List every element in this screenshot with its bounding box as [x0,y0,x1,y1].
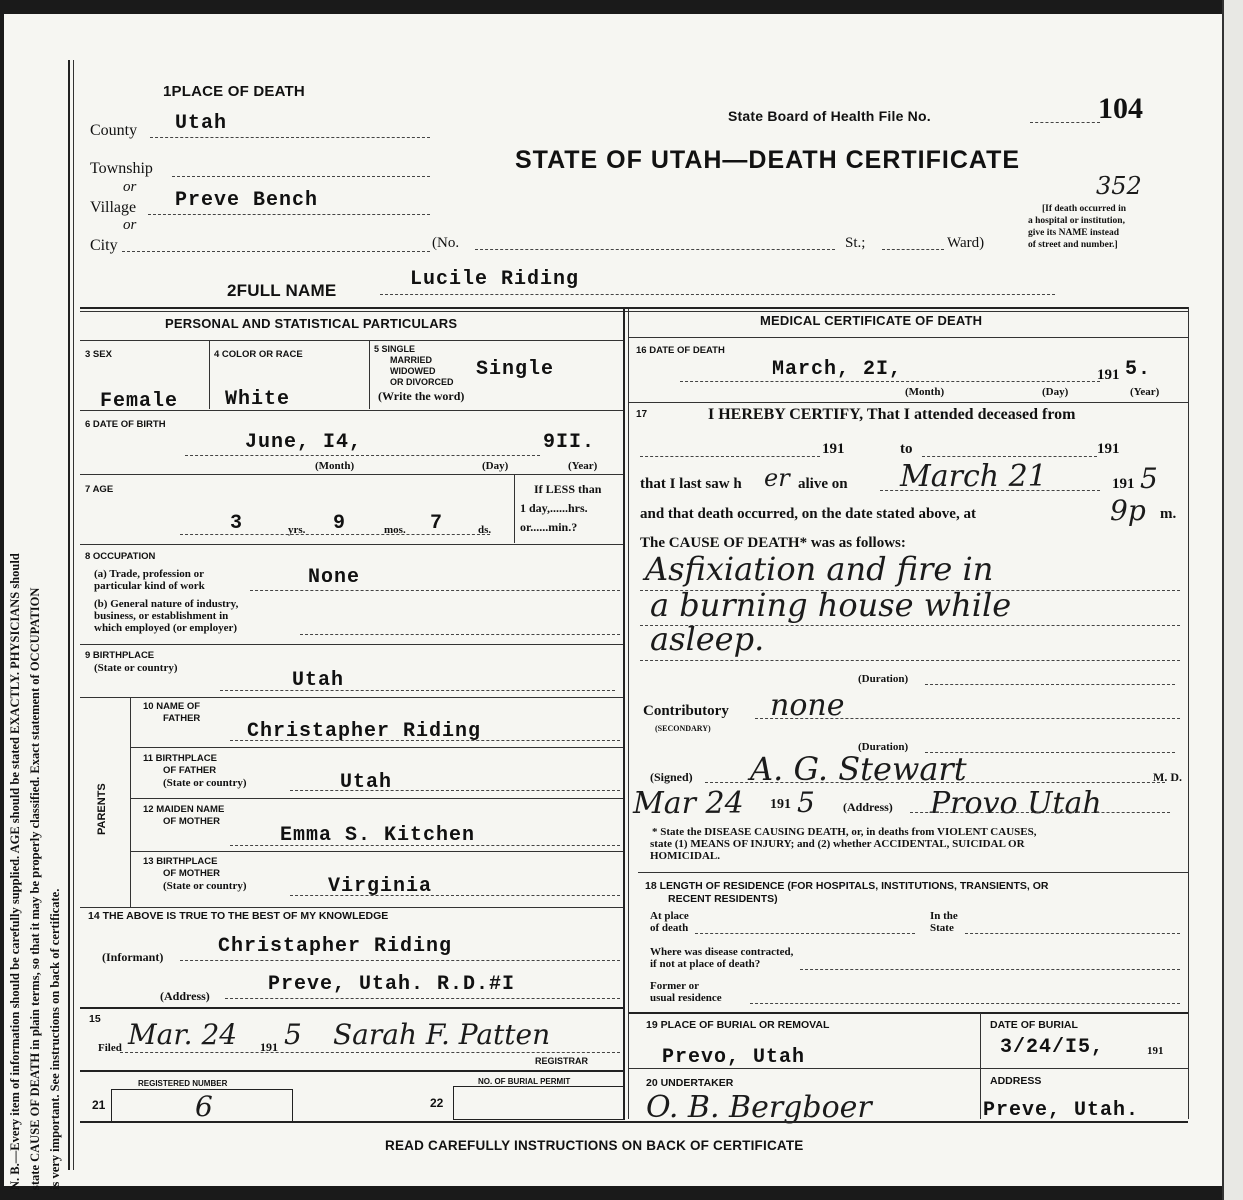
marital-label-1: 5 SINGLE [374,344,416,354]
mother-line [230,845,620,846]
filed-date: Mar. 24 [128,1018,238,1051]
above-true-label: 14 THE ABOVE IS TRUE TO THE BEST OF MY KNOWLEDGE [88,910,389,922]
filed-year: 5 [284,1018,302,1051]
hospital-note-3: give its NAME instead [1028,228,1120,238]
rule-undertaker [629,1068,1188,1069]
duration-label-2: (Duration) [858,741,909,753]
filed-line [120,1052,620,1053]
md-label: M. D. [1153,770,1182,784]
rule-numbers [80,1070,623,1072]
rule-v1 [209,341,210,409]
duration-label-1: (Duration) [858,673,909,685]
side-note-line-3: is very important. See instructions on back of certificate. [48,888,62,1190]
contributory-label: Contributory [643,703,729,719]
mother-birthplace-label-2: OF MOTHER [163,868,220,879]
birthplace-label: 9 BIRTHPLACE [85,650,155,661]
burial-date-label: DATE OF BURIAL [990,1019,1078,1031]
informant-address-value: Preve, Utah. R.D.#I [268,973,516,996]
left-border [68,60,70,1170]
death-occurred-text: and that death occurred, on the date stated above, at [640,506,976,522]
mother-birthplace-line [290,895,620,896]
full-name-label: 2FULL NAME [227,281,337,300]
rule-filed [80,1007,623,1009]
dod-year-caption: (Year) [1130,386,1160,398]
range-from-line [640,456,820,457]
contracted-label-2: if not at place of death? [650,958,761,970]
age-months: 9 [333,512,347,535]
marital-label-4: OR DIVORCED [390,377,454,387]
last-saw-pronoun: er [764,464,790,492]
cause-rule-3 [640,660,1180,661]
dod-value: March, 2I, [772,358,903,381]
occupation-a-1: (a) Trade, profession or [94,568,204,580]
less-than-3: or......min.? [520,520,578,534]
last-saw-line [880,490,1100,491]
county-line [150,137,430,138]
former-label-2: usual residence [650,992,722,1004]
dob-year-caption: (Year) [568,460,598,472]
marital-value: Single [476,358,555,381]
secondary-label: (SECONDARY) [655,724,711,733]
age-yrs-caption: yrs. [288,524,306,536]
burial-date-value: 3/24/I5, [1000,1036,1105,1059]
street-line [475,249,835,250]
rule-v2 [369,341,370,409]
dod-191: 191 [1097,367,1120,383]
or-label-2: or [123,217,137,233]
mother-birthplace-label-1: 13 BIRTHPLACE [143,856,218,867]
rule-age [80,474,623,475]
last-saw-year: 5 [1140,462,1158,495]
rule-v-burial [980,1013,981,1119]
residence-label-2: RECENT RESIDENTS) [668,893,778,905]
informant-label: (Informant) [102,950,164,964]
medical-heading: MEDICAL CERTIFICATE OF DEATH [760,313,983,328]
cause-label: The CAUSE OF DEATH* was as follows: [640,535,906,551]
informant-address-label: (Address) [160,989,210,1003]
color-value: White [225,388,291,411]
at-place-line [695,933,915,934]
mother-birthplace-value: Virginia [328,875,433,898]
father-label-2: FATHER [163,713,201,724]
registrar-label: REGISTRAR [535,1056,589,1066]
last-saw-text-1: that I last saw h [640,476,742,492]
county-label: County [90,122,138,139]
undertaker-address-label: ADDRESS [990,1075,1042,1087]
dod-line [680,381,1100,382]
undertaker-signature: O. B. Bergboer [646,1090,872,1125]
dod-month-caption: (Month) [905,386,945,398]
age-days: 7 [430,512,444,535]
contributory-value: none [770,688,845,723]
section-top-rule-2 [80,311,1188,312]
full-name-value: Lucile Riding [410,268,580,291]
in-state-line [965,933,1180,934]
side-note-line-1: N. B.—Every item of information should be carefully supplied. AGE should be stated EXACTLY. PHYSICIANS should [8,553,22,1190]
rule-dod [629,337,1188,338]
rule-knowledge [80,907,623,908]
registrar-signature: Sarah F. Patten [333,1018,551,1051]
signed-address-value: Provo Utah [930,786,1102,821]
father-line [230,740,620,741]
last-saw-date: March 21 [900,459,1047,494]
center-divider-2 [628,309,629,1119]
birthplace-sub: (State or country) [94,662,178,674]
rule-fbirth [131,747,623,748]
registered-number-label: REGISTERED NUMBER [138,1079,228,1088]
father-birthplace-label-2: OF FATHER [163,765,217,776]
rule-v-less [514,475,515,543]
signed-year: 5 [797,786,815,819]
father-birthplace-label-3: (State or country) [163,777,247,789]
occupation-a-line [250,590,620,591]
village-label: Village [90,199,137,216]
occupation-b-3: which employed (or employer) [94,622,238,634]
section-bottom-rule [80,1121,1188,1123]
mother-birthplace-label-3: (State or country) [163,880,247,892]
less-than-1: If LESS than [534,482,602,496]
footnote-1: * State the DISEASE CAUSING DEATH, or, in deaths from VIOLENT CAUSES, [652,826,1037,838]
city-no-label: (No. [432,235,460,251]
father-birthplace-line [290,790,620,791]
occupation-b-line [300,634,620,635]
section-top-rule [80,307,1188,309]
county-value: Utah [175,112,228,135]
township-label: Township [90,160,153,177]
range-to-line [922,456,1097,457]
burial-permit-box [453,1086,625,1120]
signed-address-label: (Address) [843,800,893,814]
birthplace-value: Utah [292,669,345,692]
parents-divider [130,698,131,908]
dod-day-caption: (Day) [1042,386,1069,398]
informant-address-line [225,998,620,999]
contracted-line [800,969,1180,970]
range-191-b: 191 [1097,441,1120,457]
former-label-1: Former or [650,980,699,992]
cause-line-2: a burning house while [650,586,1012,624]
age-ds-caption: ds. [478,524,492,536]
rule-mbirth [131,851,623,852]
range-191-a: 191 [822,441,845,457]
birthplace-line [220,690,615,691]
full-name-line [380,294,1055,295]
hospital-note-2: a hospital or institution, [1028,216,1125,226]
file-no-handwritten: 352 [1096,172,1142,200]
rule-burial [629,1012,1188,1014]
file-no-value: 104 [1098,92,1143,125]
dod-year: 5. [1125,358,1152,381]
dob-value: June, I4, [245,431,363,454]
rule-dob [80,410,623,411]
death-time-m: m. [1160,506,1177,522]
ward-label: Ward) [947,235,985,251]
hospital-note-1: [If death occurred in [1042,204,1126,214]
left-border-inner [73,60,74,1170]
signed-value: A. G. Stewart [750,750,967,788]
street-label: St.; [845,235,866,251]
certificate-title: STATE OF UTAH—DEATH CERTIFICATE [515,146,1021,174]
township-line [172,176,430,177]
occupation-b-1: (b) General nature of industry, [94,598,239,610]
dob-line [185,455,540,456]
father-value: Christapher Riding [247,720,482,743]
duration-line-1 [925,684,1175,685]
dob-year: 9II. [543,431,596,454]
certify-text: I HEREBY CERTIFY, That I attended deceased from [708,406,1076,423]
signed-date: Mar 24 [633,786,744,821]
age-label: 7 AGE [85,484,114,495]
informant-value: Christapher Riding [218,935,453,958]
item-17: 17 [636,409,648,420]
occupation-label: 8 OCCUPATION [85,551,156,562]
rule-birthplace [80,644,623,645]
ward-line [882,249,944,250]
cause-line-1: Asfixiation and fire in [645,550,994,588]
in-state-label-1: In the [930,910,958,922]
cause-line-3: asleep. [650,620,765,658]
city-label: City [90,237,118,254]
rule-mother [131,798,623,799]
contributory-line [755,718,1180,719]
filed-label: Filed [98,1042,122,1054]
age-years: 3 [230,512,244,535]
death-time: 9p [1110,494,1146,527]
number-21: 21 [92,1098,106,1112]
color-label: 4 COLOR OR RACE [214,349,303,360]
at-place-label-2: of death [650,922,689,934]
former-line [750,1003,1180,1004]
at-place-label-1: At place [650,910,689,922]
informant-line [180,960,620,961]
city-line [122,251,430,252]
rule-residence [638,872,1188,873]
mother-label-2: OF MOTHER [163,816,220,827]
village-line [148,214,430,215]
less-than-2: 1 day,......hrs. [520,501,588,515]
dob-month-caption: (Month) [315,460,355,472]
marital-label-3: WIDOWED [390,366,436,376]
right-border [1188,307,1189,1119]
undertaker-label: 20 UNDERTAKER [646,1077,734,1089]
rule-occupation [80,544,623,545]
signed-address-line [910,812,1170,813]
dob-day-caption: (Day) [482,460,509,472]
father-birthplace-label-1: 11 BIRTHPLACE [143,753,217,764]
father-birthplace-value: Utah [340,771,393,794]
or-label-1: or [123,179,137,195]
rule-certify [629,402,1188,403]
signed-label: (Signed) [650,770,693,784]
mother-value: Emma S. Kitchen [280,824,476,847]
dob-label: 6 DATE OF BIRTH [85,419,166,430]
father-label-1: 10 NAME OF [143,701,201,712]
filed-191: 191 [260,1040,278,1054]
file-no-label: State Board of Health File No. [728,108,931,124]
burial-value: Prevo, Utah [662,1046,806,1069]
in-state-label-2: State [930,922,954,934]
sex-value: Female [100,390,179,413]
range-to: to [900,441,913,457]
personal-heading: PERSONAL AND STATISTICAL PARTICULARS [165,316,458,331]
contracted-label-1: Where was disease contracted, [650,946,794,958]
age-mos-caption: mos. [384,524,406,536]
age-line [180,534,490,535]
hospital-note-4: of street and number.] [1028,240,1118,250]
burial-date-191: 191 [1147,1045,1164,1057]
read-carefully-footer: READ CAREFULLY INSTRUCTIONS ON BACK OF CERTIFICATE [385,1138,804,1153]
footnote-2: state (1) MEANS OF INJURY; and (2) whether ACCIDENTAL, SUICIDAL OR [650,838,1025,850]
last-saw-191: 191 [1112,476,1135,492]
sex-label: 3 SEX [85,349,112,360]
signed-191: 191 [770,797,791,812]
undertaker-address-value: Preve, Utah. [983,1099,1140,1122]
center-divider [623,309,625,1119]
village-value: Preve Bench [175,189,319,212]
number-22: 22 [430,1096,444,1110]
marital-label-2: MARRIED [390,355,432,365]
last-saw-text-2: alive on [798,476,848,492]
rule-sex [80,340,623,341]
occupation-value: None [308,566,361,589]
parents-label: PARENTS [96,783,108,835]
page-edge [1222,0,1243,1200]
footnote-3: HOMICIDAL. [650,850,720,862]
registered-number-value: 6 [195,1090,213,1123]
side-note-line-2: state CAUSE OF DEATH in plain terms, so that it may be properly classified. Exact statement of OCCUPATION [28,587,42,1190]
residence-label-1: 18 LENGTH OF RESIDENCE (FOR HOSPITALS, INSTITUTIONS, TRANSIENTS, OR [645,880,1049,892]
burial-permit-label: NO. OF BURIAL PERMIT [478,1077,571,1086]
occupation-b-2: business, or establishment in [94,610,229,622]
occupation-a-2: particular kind of work [94,580,205,592]
file-no-line [1030,122,1100,123]
mother-label-1: 12 MAIDEN NAME [143,804,225,815]
marital-label-5: (Write the word) [378,389,465,403]
dod-label: 16 DATE OF DEATH [636,345,725,356]
signed-line [705,782,1165,783]
place-of-death-heading: 1PLACE OF DEATH [163,83,305,100]
burial-label: 19 PLACE OF BURIAL OR REMOVAL [646,1019,830,1031]
rule-parents [80,697,623,698]
filed-number: 15 [89,1013,101,1025]
